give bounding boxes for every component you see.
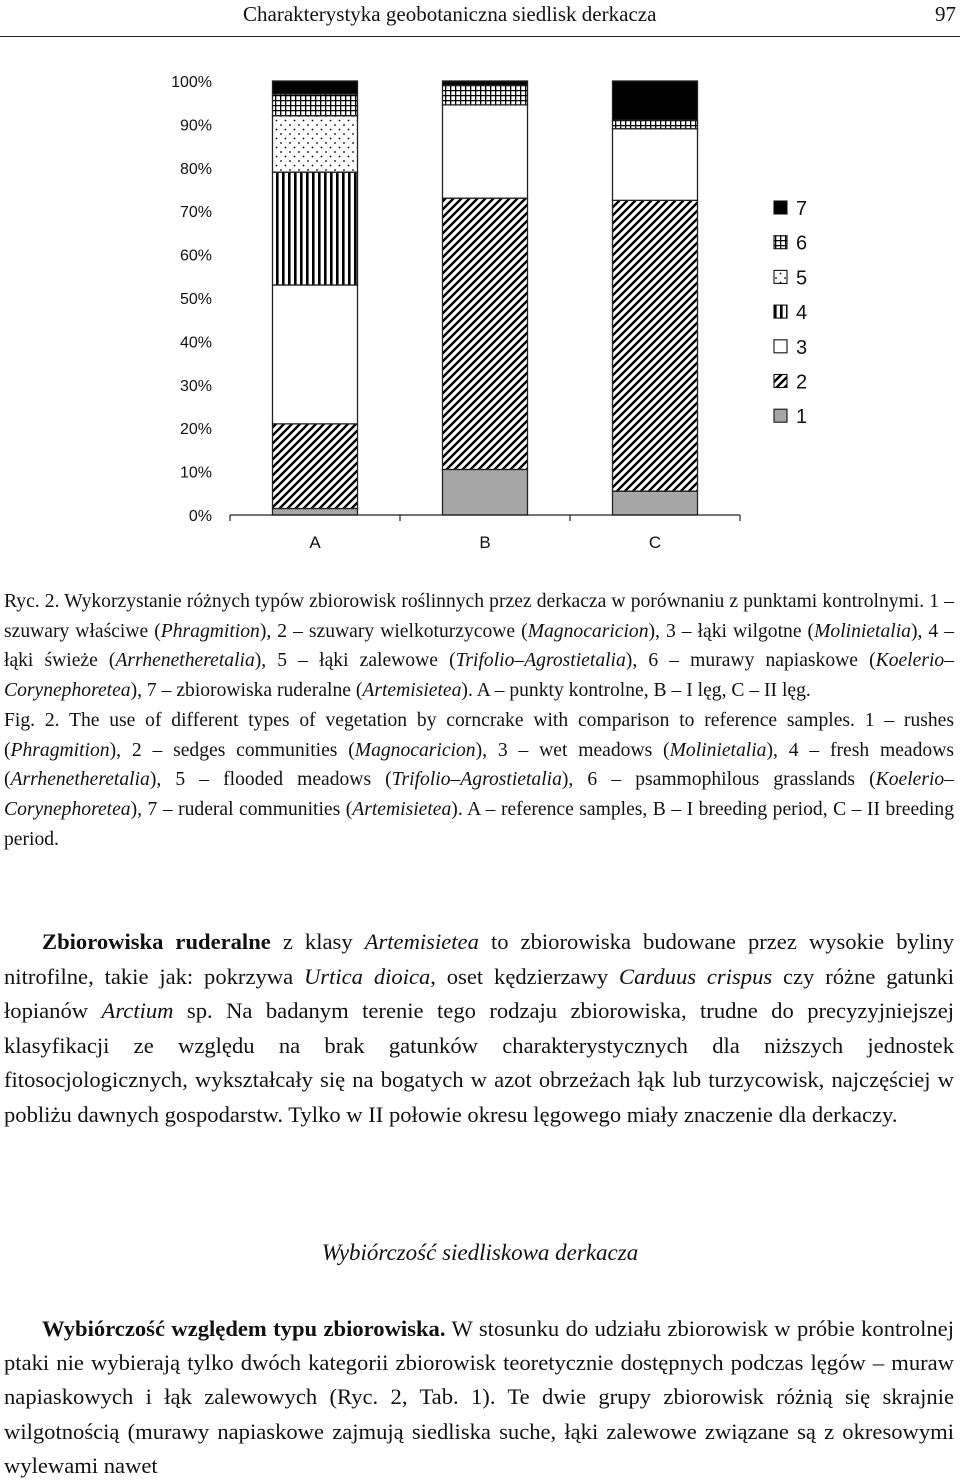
bar-segment-6 <box>443 85 528 105</box>
caption-english: Fig. 2. The use of different types of vegetation by corncrake with comparison to reference samples. 1 – rushes (Phragmition), 2 – sedges communities (Magnocaricion), 3 – wet meadows (Molinietalia), 4 – fresh meadows (Arrhenetheretalia), 5 – flooded meadows (Trifolio–Agrostietalia), 6 – psammophilous grasslands (Koelerio–Corynephoretea), 7 – ruderal communities (Artemisietea). A – reference samples, B – I breeding period, C – II breeding period. <box>4 709 955 850</box>
y-tick-label: 0% <box>188 508 212 525</box>
bar-segment-2 <box>443 198 528 469</box>
legend-label: 3 <box>796 336 808 359</box>
x-tick-label: C <box>648 533 662 552</box>
y-tick-label: 100% <box>171 74 212 91</box>
x-tick-label: A <box>309 533 321 552</box>
y-axis <box>171 74 212 525</box>
page-number: 97 <box>935 2 956 26</box>
legend-swatch-2 <box>774 375 787 388</box>
section-title: Wybiórczość siedliskowa derkacza <box>321 1240 639 1265</box>
bar-segment-3 <box>273 285 358 424</box>
bar-segment-2 <box>613 200 698 491</box>
bar-segment-5 <box>273 116 358 172</box>
x-tick-label: B <box>479 533 491 552</box>
y-tick-label: 30% <box>179 377 212 395</box>
y-tick-label: 70% <box>179 204 212 222</box>
bar-segment-6 <box>613 120 698 129</box>
y-tick-label: 50% <box>179 291 212 308</box>
bar-segment-3 <box>613 129 698 201</box>
legend-swatch-6 <box>774 236 787 249</box>
legend-swatch-7 <box>774 201 787 214</box>
y-tick-label: 90% <box>179 117 212 135</box>
stacked-bar-chart <box>0 60 960 560</box>
bar-segment-4 <box>273 172 358 285</box>
bar-segment-7 <box>443 81 528 85</box>
paragraph-selectivity: Wybiórczość względem typu zbiorowiska. W stosunku do udziału zbiorowisk w próbie kontrolnej ptaki nie wybierają tylko dwóch kategorii zbiorowisk teoretycznie dostępnych podczas lęgów – muraw napiaskowych i łąk zalewowych (Ryc. 2, Tab. 1). Te dwie grupy zbiorowisk różnią się skrajnie wilgotnością (murawy napiaskowe zajmują siedliska suche, łąki zalewowe związane są z okresowymi wylewami nawet <box>4 1316 954 1478</box>
bar-segment-2 <box>273 424 358 509</box>
legend-swatch-5 <box>774 270 787 283</box>
legend-swatch-1 <box>774 409 787 422</box>
legend-swatch-3 <box>774 340 787 353</box>
y-tick-label: 60% <box>179 247 212 265</box>
legend-label: 6 <box>796 232 808 255</box>
x-axis <box>230 515 740 552</box>
y-tick-label: 10% <box>179 464 212 482</box>
legend-label: 5 <box>796 267 808 290</box>
bar-segment-1 <box>613 491 698 515</box>
legend <box>774 198 807 428</box>
paragraph-ruderal: Zbiorowiska ruderalne z klasy Artemisietea to zbiorowiska budowane przez wysokie byliny nitrofilne, takie jak: pokrzywa Urtica dioica, oset kędzierzawy Carduus crispus czy różne gatunki łopianów Arctium sp. Na badanym terenie tego rodzaju zbiorowiska, trudne do precyzyjniejszej klasyfikacji ze względu na brak gatunków charakterystycznych dla niższych jednostek fitosocjologicznych, wykształcały się na bogatych w azot obrzeżach łąk lub turzycowisk, najczęściej w pobliżu dawnych gospodarstw. Tylko w II połowie okresu lęgowego miały znaczenie dla derkaczy. <box>4 929 954 1127</box>
running-header <box>0 0 960 37</box>
y-tick-label: 20% <box>179 421 212 439</box>
y-tick-label: 80% <box>179 160 212 178</box>
bars <box>273 81 698 515</box>
caption-polish: Ryc. 2. Wykorzystanie różnych typów zbiorowisk roślinnych przez derkacza w porównaniu z punktami kontrolnymi. 1 – szuwary właściwe (Phragmition), 2 – szuwary wielkoturzycowe (Magnocaricion), 3 – łąki wilgotne (Molinietalia), 4 – łąki świeże (Arrhenetheretalia), 5 – łąki zalewowe (Trifolio–Agrostietalia), 6 – murawy napiaskowe (Koelerio–Corynephoretea), 7 – zbiorowiska ruderalne (Artemisietea). A – punkty kontrolne, B – I lęg, C – II lęg. <box>4 591 955 702</box>
legend-label: 1 <box>796 406 808 429</box>
legend-label: 2 <box>796 371 808 394</box>
bar-segment-3 <box>443 105 528 198</box>
legend-label: 4 <box>796 302 808 325</box>
legend-label: 7 <box>796 198 808 220</box>
y-tick-label: 40% <box>179 334 212 352</box>
bar-segment-6 <box>273 94 358 116</box>
bar-segment-7 <box>273 81 358 94</box>
bar-segment-7 <box>613 81 698 120</box>
bar-segment-1 <box>273 508 358 515</box>
running-title: Charakterystyka geobotaniczna siedlisk derkacza <box>243 2 657 26</box>
figure-caption <box>4 587 954 854</box>
legend-swatch-4 <box>774 305 787 318</box>
bar-segment-1 <box>443 469 528 515</box>
